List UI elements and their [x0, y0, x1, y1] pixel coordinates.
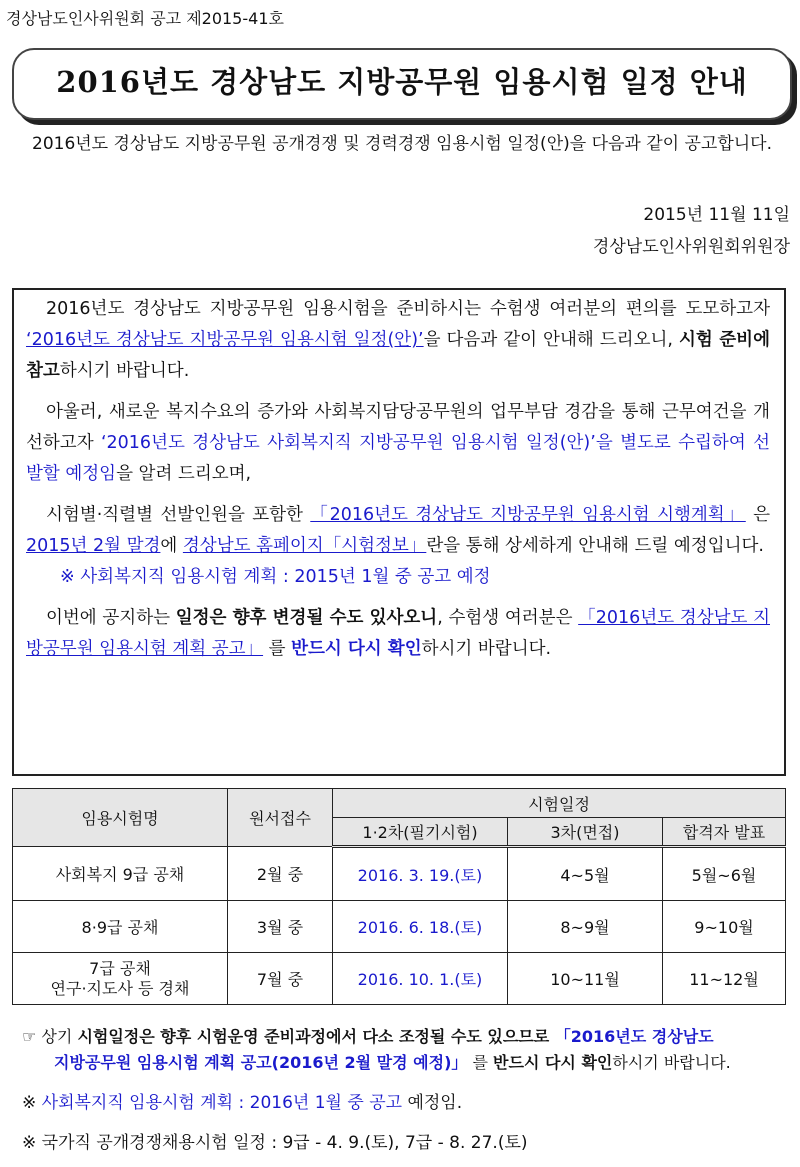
row-apply: 3월 중 — [228, 901, 333, 953]
guide-p1-f: 하시기 바랍니다. — [59, 361, 190, 381]
intro-paragraph: 2016년도 경상남도 지방공무원 공개경쟁 및 경력경쟁 임용시험 일정(안)을 다음과 같이 공고합니다. — [32, 134, 773, 154]
guide-paragraph-4 — [26, 603, 770, 665]
row-written: 2016. 3. 19.(토) — [333, 847, 508, 901]
row-apply: 2월 중 — [228, 847, 333, 901]
row-written: 2016. 10. 1.(토) — [333, 953, 508, 1005]
note-3: ※ 국가직 공개경쟁채용시험 일정 : 9급 - 4. 9.(토), 7급 - 8. 27.(토) — [22, 1133, 528, 1153]
guide-p4-f: 반드시 다시 확인 — [291, 639, 422, 659]
note-1-line-1 — [22, 1024, 714, 1047]
guide-p4-g: 하시기 바랍니다. — [421, 639, 552, 659]
row-interview: 4~5월 — [508, 847, 663, 901]
guide-box — [12, 288, 786, 776]
col-interview: 3차(면접) — [508, 818, 663, 847]
note-1-a: ☞ 상기 — [22, 1027, 78, 1046]
guide-p3-d: 2015년 2월 말경 — [26, 536, 161, 556]
guide-p4-d: 「2016년도 경상남도 지방공무원 임용시험 계획 공고」 — [26, 608, 770, 659]
guide-p3-e: 에 — [160, 536, 183, 556]
guide-p3-g: 란을 통해 상세하게 안내해 드릴 예정입니다. — [426, 536, 764, 556]
table-row — [13, 847, 786, 901]
title-banner — [12, 48, 792, 120]
table-row — [13, 953, 786, 1005]
note-1-g: 하시기 바랍니다. — [612, 1053, 731, 1072]
row-interview: 8~9월 — [508, 901, 663, 953]
guide-p4-e: 를 — [263, 639, 292, 659]
guide-p4-a: 이번에 공지하는 — [46, 608, 176, 628]
note-1-f: 반드시 다시 확인 — [493, 1053, 613, 1072]
row-exam-name: 8·9급 공채 — [13, 901, 228, 953]
row-interview: 10~11월 — [508, 953, 663, 1005]
table-row — [13, 901, 786, 953]
page-title: 2016년도 경상남도 지방공무원 임용시험 일정 안내 — [56, 65, 748, 99]
guide-p4-b: 일정은 향후 변경될 수도 있사오니 — [175, 608, 438, 628]
note-1-e: 를 — [467, 1053, 494, 1072]
guide-p3-note: ※ 사회복지직 임용시험 계획 : 2015년 1월 중 공고 예정 — [60, 567, 491, 587]
row-result: 5월~6월 — [663, 847, 786, 901]
col-apply: 원서접수 — [228, 789, 333, 847]
guide-paragraph-1 — [26, 294, 770, 387]
note-2-c: 예정임. — [402, 1093, 463, 1113]
note-1-c: 「2016년도 경상남도 — [549, 1027, 714, 1046]
note-2-a: ※ — [22, 1093, 42, 1113]
row-apply: 7월 중 — [228, 953, 333, 1005]
guide-p2-b: ‘2016년도 경상남도 사회복지직 지방공무원 임용시험 일정(안)’을 별도로 수립하여 선발할 예정임 — [26, 433, 770, 484]
col-schedule: 시험일정 — [333, 789, 786, 818]
guide-paragraph-2 — [26, 397, 770, 490]
guide-p1-d: 을 다음과 같이 안내해 드리오니, — [423, 330, 679, 350]
col-result: 합격자 발표 — [663, 818, 786, 847]
row-result: 11~12월 — [663, 953, 786, 1005]
note-1-d: 지방공무원 임용시험 계획 공고(2016년 2월 말경 예정)」 — [54, 1053, 468, 1072]
notice-date: 2015년 11월 11일 — [643, 205, 790, 225]
issuer: 경상남도인사위원회위원장 — [592, 237, 790, 257]
row-result: 9~10월 — [663, 901, 786, 953]
guide-p3-b: 「2016년도 경상남도 지방공무원 임용시험 시행계획」 — [310, 505, 746, 525]
row-exam-name: 사회복지 9급 공채 — [13, 847, 228, 901]
col-exam-name: 임용시험명 — [13, 789, 228, 847]
guide-p3-c: 은 — [745, 505, 771, 525]
guide-p2-a: 아울러, 새로운 복지수요의 증가와 사회복지담당공무원의 업무부담 경감을 통해 근무여건을 개선하고자 — [26, 402, 770, 453]
guide-paragraph-3 — [26, 500, 770, 562]
guide-p1-b: 을 준비하시는 수험생 여러분의 편의를 도모하고자 — [370, 299, 770, 319]
notice-number: 경상남도인사위원회 공고 제2015-41호 — [6, 9, 284, 28]
guide-p2-c: 을 알려 드리오며, — [116, 464, 252, 484]
row-written: 2016. 6. 18.(토) — [333, 901, 508, 953]
guide-p1-a: 2016년도 경상남도 지방공무원 임용시험 — [46, 299, 371, 319]
guide-p1-e: 시험 준비에 참고 — [26, 330, 770, 381]
guide-p3-a: 시험별·직렬별 선발인원을 포함한 — [46, 505, 311, 525]
note-1-b: 시험일정은 향후 시험운영 준비과정에서 다소 조정될 수도 있으므로 — [77, 1027, 550, 1046]
row-exam-name-2: 연구·지도사 등 경채 — [50, 978, 190, 998]
note-2 — [22, 1088, 462, 1113]
note-1-line-2 — [54, 1050, 731, 1073]
row-exam-name: 7급 공채 — [89, 958, 151, 978]
row-exam-name-cell — [13, 953, 228, 1005]
guide-p4-c: , 수험생 여러분은 — [437, 608, 579, 628]
note-2-b: 사회복지직 임용시험 계획 : 2016년 1월 중 공고 — [41, 1093, 403, 1113]
col-written: 1·2차(필기시험) — [333, 818, 508, 847]
schedule-table — [12, 788, 786, 1005]
guide-p3-f: 경상남도 홈페이지「시험정보」 — [182, 536, 427, 556]
guide-p1-c: ‘2016년도 경상남도 지방공무원 임용시험 일정(안)’ — [26, 330, 424, 350]
